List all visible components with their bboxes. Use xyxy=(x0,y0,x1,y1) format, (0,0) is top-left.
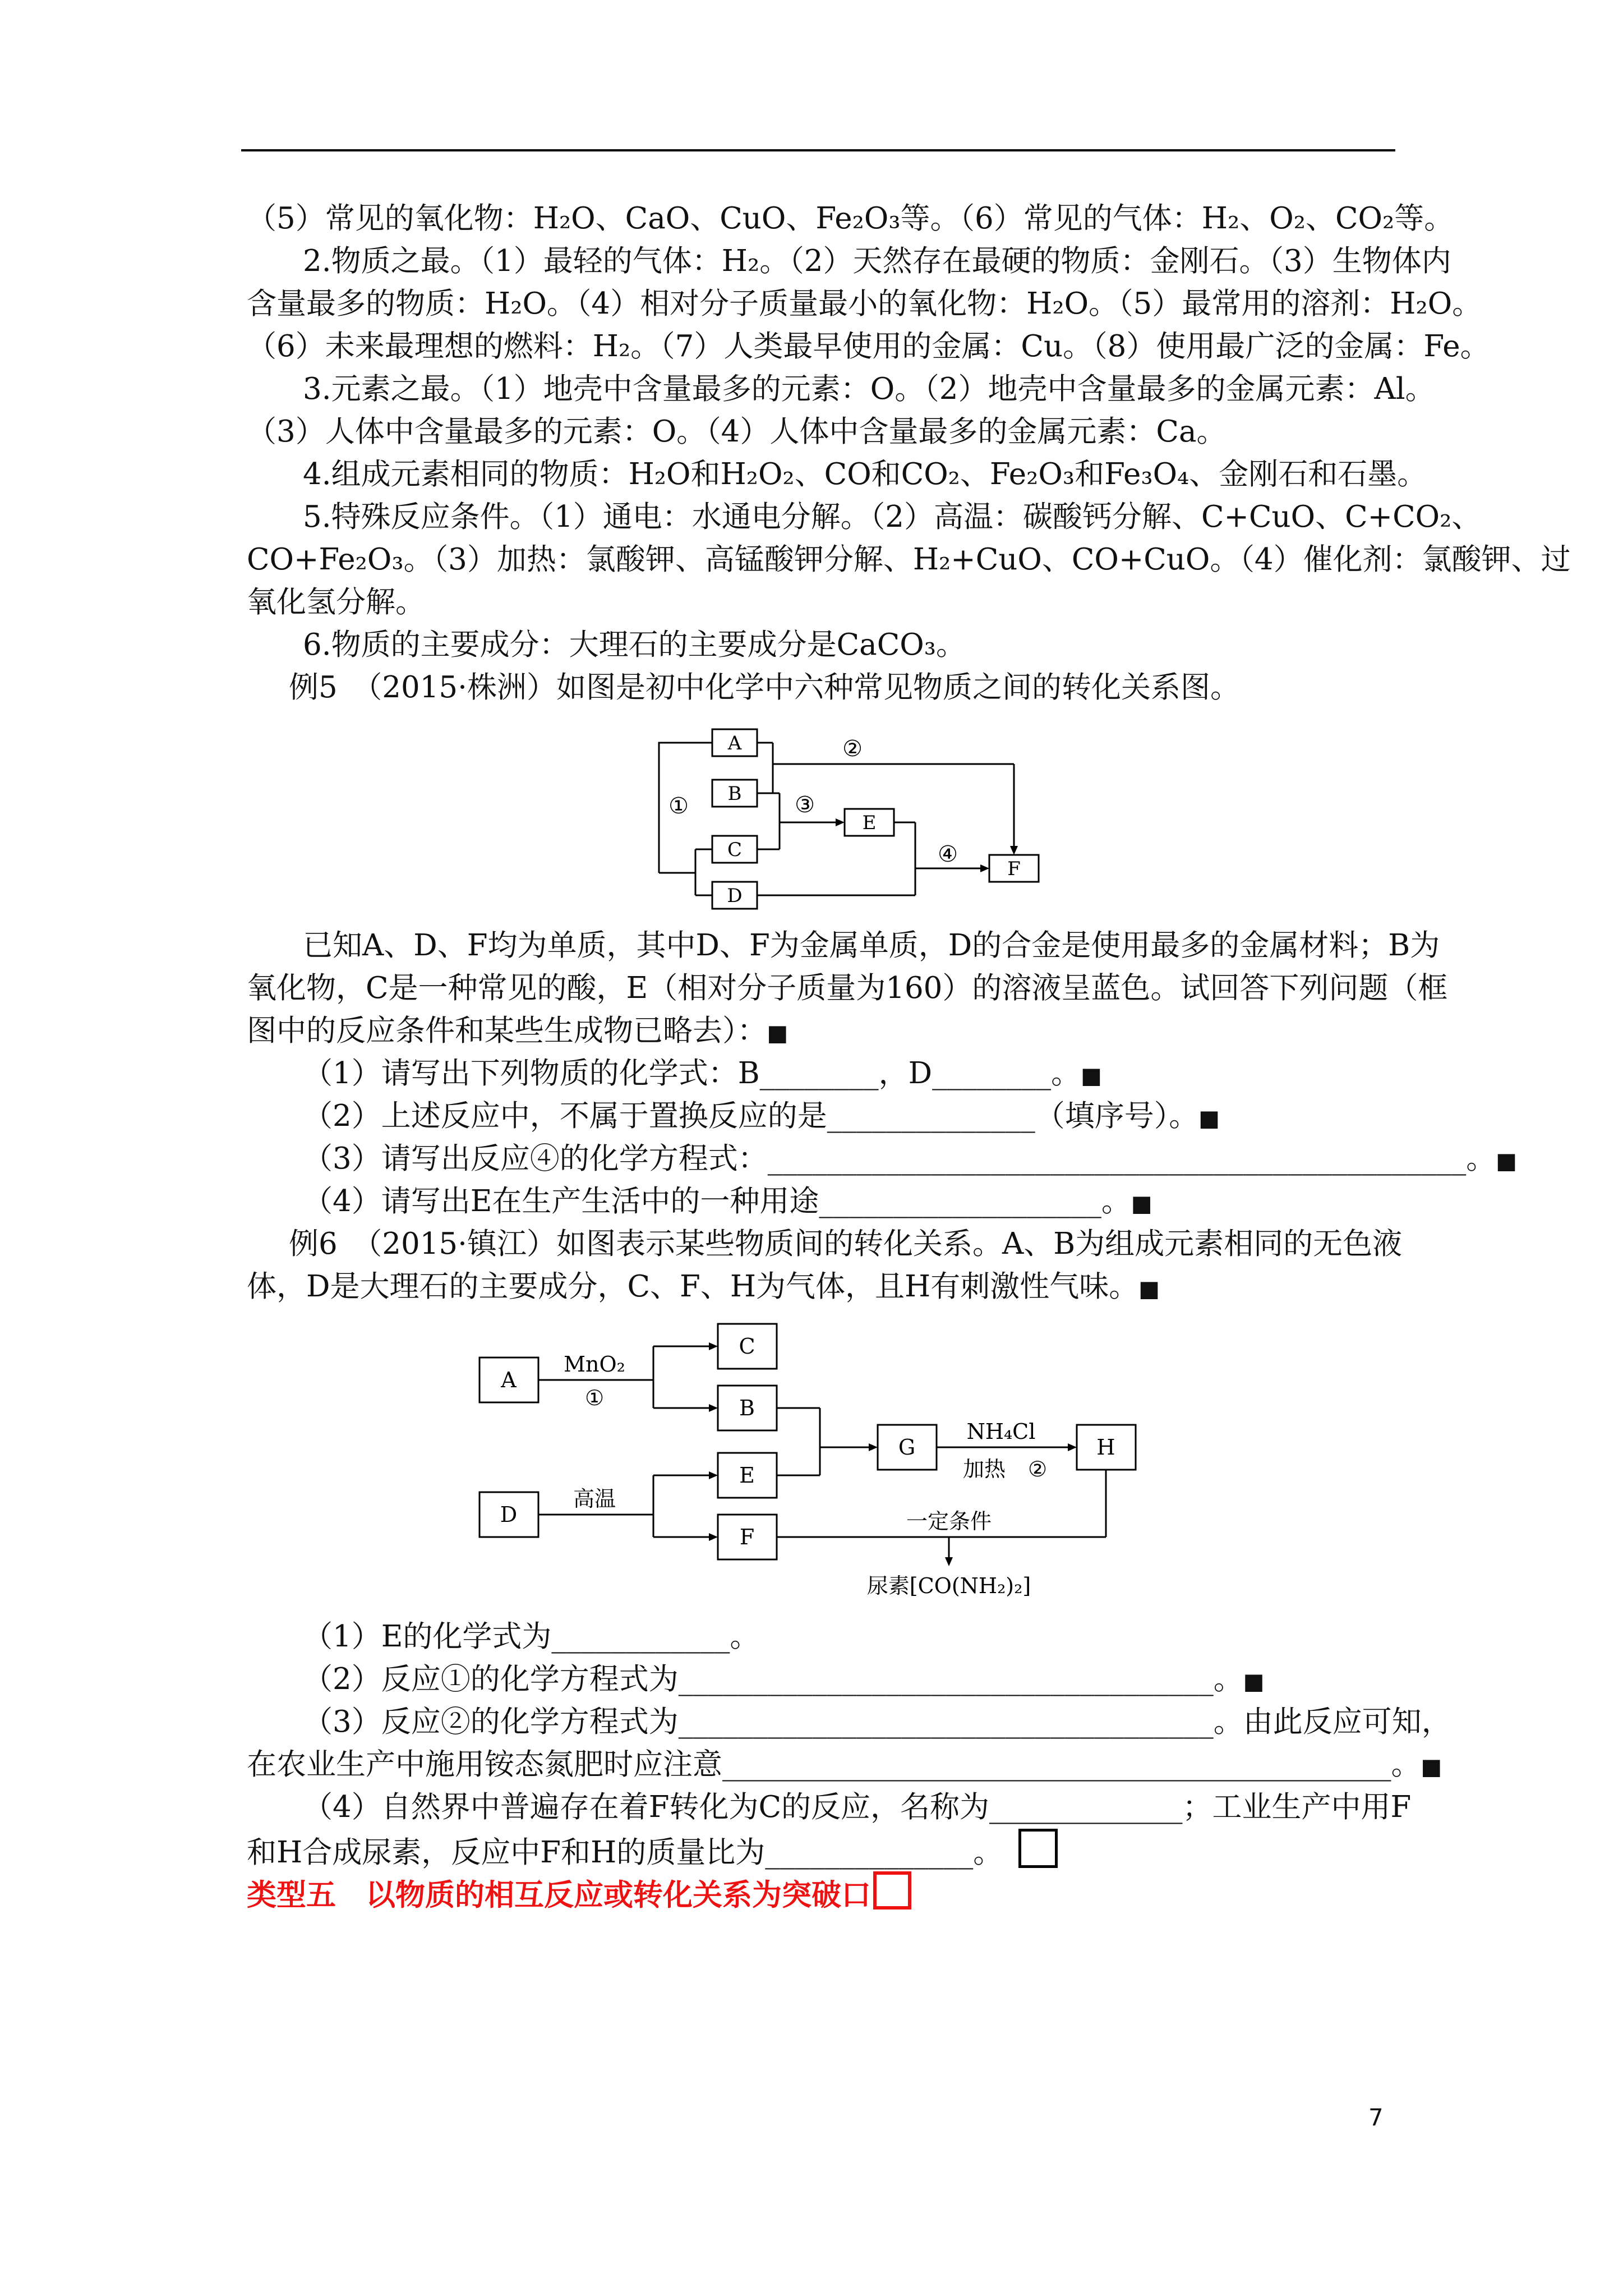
diagram-example5 xyxy=(645,724,1066,914)
diagram1-box-F: F xyxy=(1007,858,1021,880)
diagram2-box-D: D xyxy=(500,1502,518,1527)
header-rule xyxy=(241,149,1395,151)
diagram1-box-A: A xyxy=(727,732,742,754)
diagram2-box-F: F xyxy=(739,1525,755,1549)
marker-square: ■ xyxy=(1198,1106,1220,1131)
text-line: CO+Fe₂O₃。（3）加热：氯酸钾、高锰酸钾分解、H₂+CuO、CO+CuO。（4）催化剂：氯酸钾、过 xyxy=(247,542,1571,577)
diagram1-label-4: ④ xyxy=(938,841,958,867)
diagram1-box-C: C xyxy=(727,839,743,861)
intro-text-block xyxy=(247,197,1571,709)
text-line: 3.元素之最。（1）地壳中含量最多的元素：O。（2）地壳中含量最多的金属元素：Al。 xyxy=(303,372,1435,406)
diagram2-product-label: 尿素[CO(NH₂)₂] xyxy=(866,1573,1031,1598)
diagram2-catalyst-label: MnO₂ xyxy=(564,1352,625,1377)
diagram2-step2-label: ② xyxy=(1027,1457,1048,1481)
diagram2-step1-label: ① xyxy=(584,1386,605,1410)
text-line: （5）常见的氧化物：H₂O、CaO、CuO、Fe₂O₃等。（6）常见的气体：H₂、O₂、CO₂等。 xyxy=(247,201,1454,236)
red-box xyxy=(873,1871,911,1910)
question-line: （1）请写出下列物质的化学式：B________，D________。 xyxy=(303,1056,1081,1091)
page-number: 7 xyxy=(1368,2104,1384,2131)
diagram1-box-E: E xyxy=(862,812,877,834)
question-line: 在农业生产中施用铵态氮肥时应注意_____________________________________________。 xyxy=(247,1747,1421,1782)
diagram2-hightemp-label: 高温 xyxy=(573,1487,616,1511)
diagram1-box-D: D xyxy=(727,885,743,907)
section-title: 类型五 以物质的相互反应或转化关系为突破口 xyxy=(247,1878,871,1912)
text-line: 已知A、D、F均为单质，其中D、F为金属单质，D的合金是使用最多的金属材料；B为 xyxy=(303,928,1440,963)
marker-square: ■ xyxy=(1421,1754,1442,1780)
question-line: （3）请写出反应④的化学方程式：_______________________________________________。 xyxy=(303,1142,1496,1176)
text-line: 5.特殊反应条件。（1）通电：水通电分解。（2）高温：碳酸钙分解、C+CuO、C+CO₂、 xyxy=(303,500,1482,534)
marker-square: ■ xyxy=(1138,1276,1160,1302)
text-line: 含量最多的物质：H₂O。（4）相对分子质量最小的氧化物：H₂O。（5）最常用的溶剂：H₂O。 xyxy=(247,287,1482,321)
question-line: （2）反应①的化学方程式为____________________________________。 xyxy=(303,1662,1243,1696)
marker-square: ■ xyxy=(1081,1063,1102,1089)
diagram2-reagent-label: NH₄Cl xyxy=(966,1419,1036,1444)
marker-square: ■ xyxy=(1243,1669,1265,1695)
diagram2-box-E: E xyxy=(739,1463,755,1488)
diagram2-box-G: G xyxy=(898,1435,916,1460)
text-line: 氧化物，C是一种常见的酸，E（相对分子质量为160）的溶液呈蓝色。试回答下列问题（框 xyxy=(247,971,1448,1005)
diagram1-box-B: B xyxy=(727,783,742,805)
diagram2-box-C: C xyxy=(739,1334,755,1359)
diagram1-label-2: ② xyxy=(842,736,863,762)
question-line: 和H合成尿素，反应中F和H的质量比为______________。 xyxy=(247,1835,1003,1870)
diagram2-box-B: B xyxy=(739,1396,755,1420)
diagram2-box-H: H xyxy=(1096,1435,1115,1460)
question-line: （1）E的化学式为____________。 xyxy=(303,1619,760,1654)
example6-question-block xyxy=(247,1616,1451,1914)
text-line: 6.物质的主要成分：大理石的主要成分是CaCO₃。 xyxy=(303,628,966,662)
example6-heading: 例6 （2015·镇江）如图表示某些物质间的转化关系。A、B为组成元素相同的无色液 xyxy=(289,1227,1403,1261)
marker-square: ■ xyxy=(1496,1148,1518,1174)
diagram2-box-A: A xyxy=(501,1368,517,1392)
example5-text-block xyxy=(247,924,1518,1308)
marker-square: ■ xyxy=(1131,1191,1152,1217)
text-line: 体，D是大理石的主要成分，C、F、H为气体，且H有刺激性气味。 xyxy=(247,1269,1139,1304)
diagram2-condition-label: 一定条件 xyxy=(906,1509,992,1534)
text-line: 图中的反应条件和某些生成物已略去）： xyxy=(247,1014,767,1048)
text-line: （6）未来最理想的燃料：H₂。（7）人类最早使用的金属：Cu。（8）使用最广泛的金属：Fe。 xyxy=(247,329,1490,364)
text-line: 氧化氢分解。 xyxy=(247,585,425,619)
diagram2-heat-label: 加热 xyxy=(962,1457,1006,1481)
question-line: （4）自然界中普遍存在着F转化为C的反应，名称为_____________；工业生产中用F xyxy=(303,1790,1412,1824)
diagram1-label-3: ③ xyxy=(795,792,815,818)
text-line: 4.组成元素相同的物质：H₂O和H₂O₂、CO和CO₂、Fe₂O₃和Fe₃O₄、金刚石和石墨。 xyxy=(303,457,1427,491)
empty-box xyxy=(1018,1829,1058,1868)
question-line: （2）上述反应中，不属于置换反应的是______________（填序号）。 xyxy=(303,1099,1199,1133)
question-line: （3）反应②的化学方程式为____________________________________。由此反应可知， xyxy=(303,1705,1451,1739)
marker-square: ■ xyxy=(767,1020,789,1046)
diagram1-label-1: ① xyxy=(668,793,689,819)
question-line: （4）请写出E在生产生活中的一种用途___________________。 xyxy=(303,1184,1131,1218)
text-line: 2.物质之最。（1）最轻的气体：H₂。（2）天然存在最硬的物质：金刚石。（3）生物体内 xyxy=(303,244,1451,278)
diagram-example6 xyxy=(471,1313,1172,1616)
text-line: （3）人体中含量最多的元素：O。（4）人体中含量最多的金属元素：Ca。 xyxy=(247,415,1227,449)
example5-heading: 例5 （2015·株洲）如图是初中化学中六种常见物质之间的转化关系图。 xyxy=(289,670,1240,705)
